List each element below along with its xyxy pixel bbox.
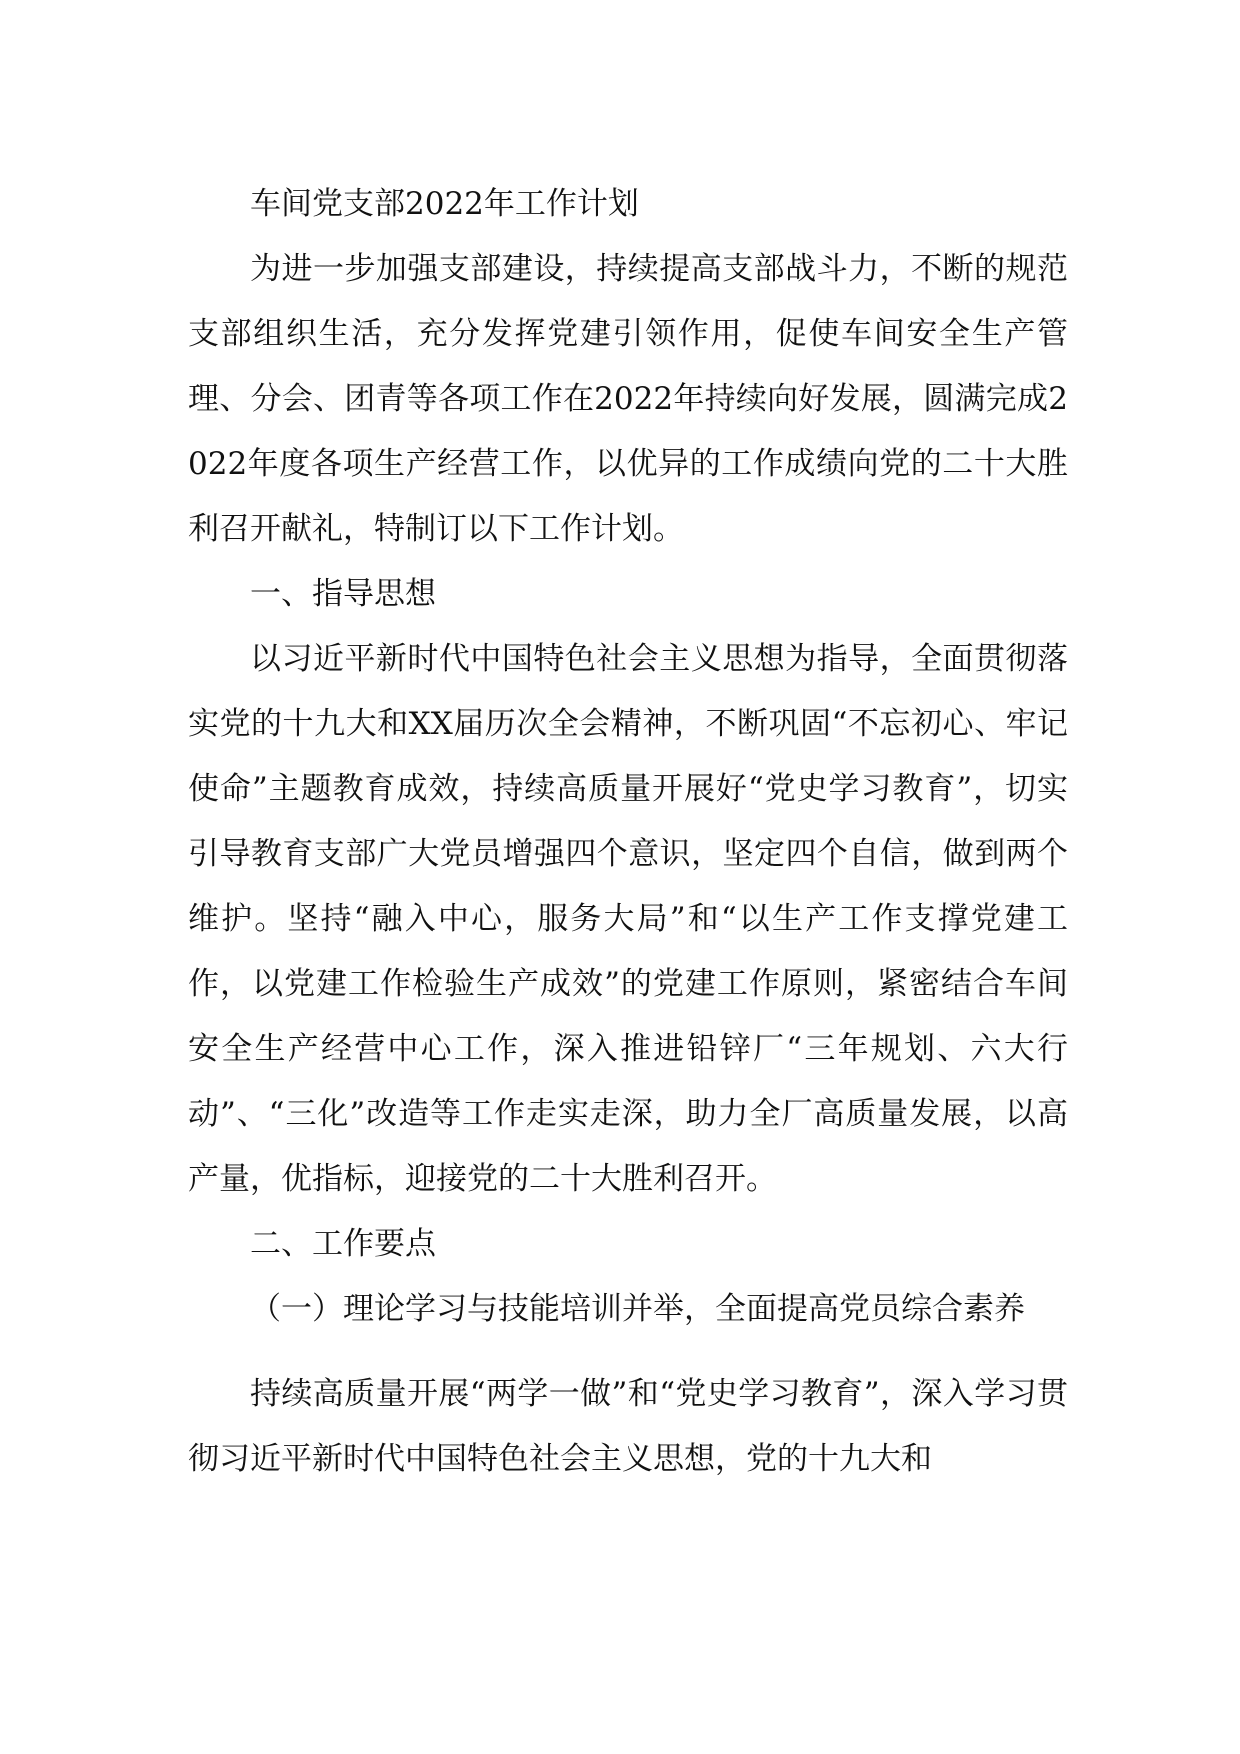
- document-body: [188, 172, 1068, 1492]
- theory-and-skills-paragraph: 持续高质量开展“两学一做”和“党史学习教育”，深入学习贯彻习近平新时代中国特色社会主义思想，党的十九大和: [188, 1376, 1068, 1477]
- subsection-heading-theory-and-skills: （一）理论学习与技能培训并举，全面提高党员综合素养: [250, 1291, 1025, 1327]
- section-heading-work-points: 二、工作要点: [250, 1226, 436, 1262]
- guiding-thought-paragraph: 以习近平新时代中国特色社会主义思想为指导，全面贯彻落实党的十九大和XX届历次全会精神，不断巩固“不忘初心、牢记使命”主题教育成效，持续高质量开展好“党史学习教育”，切实引导教育支部广大党员增强四个意识，坚定四个自信，做到两个维护。坚持“融入中心，服务大局”和“以生产工作支撑党建工作，以党建工作检验生产成效”的党建工作原则，紧密结合车间安全生产经营中心工作，深入推进铅锌厂“三年规划、六大行动”、“三化”改造等工作走实走深，助力全厂高质量发展，以高产量，优指标，迎接党的二十大胜利召开。: [188, 641, 1068, 1197]
- intro-paragraph: 为进一步加强支部建设，持续提高支部战斗力，不断的规范支部组织生活，充分发挥党建引领作用，促使车间安全生产管理、分会、团青等各项工作在2022年持续向好发展，圆满完成2022年度各项生产经营工作，以优异的工作成绩向党的二十大胜利召开献礼，特制订以下工作计划。: [188, 251, 1068, 547]
- document-title: 车间党支部2022年工作计划: [250, 186, 639, 222]
- section-heading-guiding-thought: 一、指导思想: [250, 576, 436, 612]
